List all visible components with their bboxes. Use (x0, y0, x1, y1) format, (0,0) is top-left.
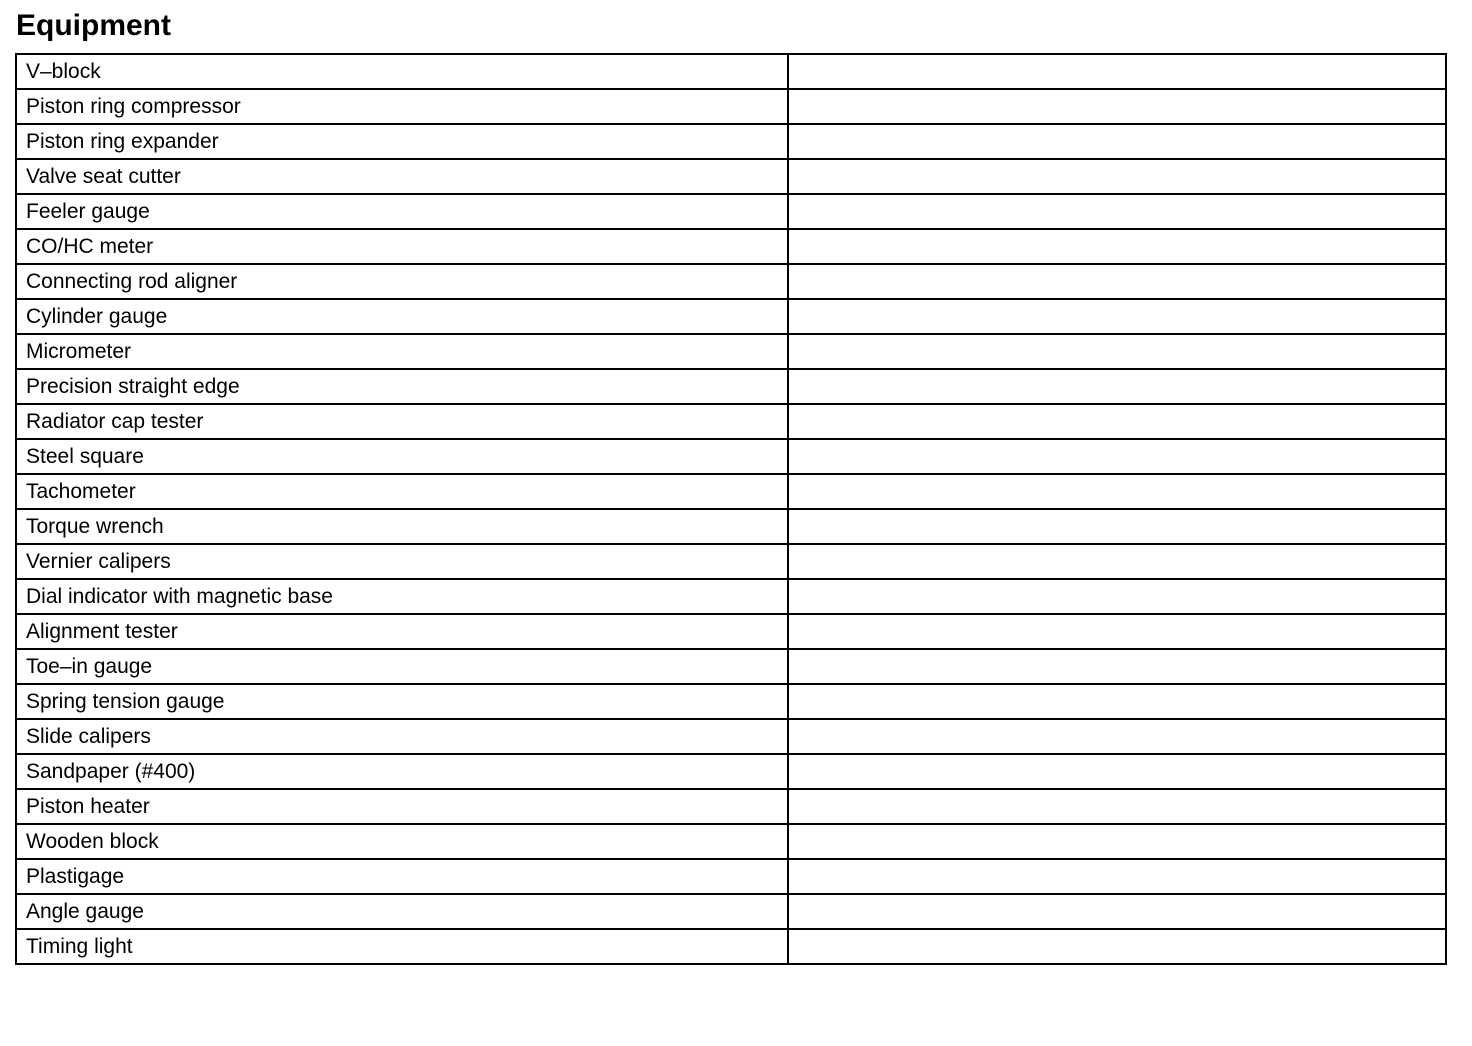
table-row (16, 159, 1446, 194)
equipment-entry-cell (788, 894, 1446, 929)
equipment-name-cell: Valve seat cutter (16, 159, 788, 194)
equipment-entry-cell (788, 299, 1446, 334)
equipment-name-cell: Radiator cap tester (16, 404, 788, 439)
equipment-entry-cell (788, 159, 1446, 194)
equipment-entry-cell (788, 439, 1446, 474)
equipment-entry-cell (788, 54, 1446, 89)
equipment-name-cell: Connecting rod aligner (16, 264, 788, 299)
table-row (16, 789, 1446, 824)
equipment-entry-cell (788, 544, 1446, 579)
table-row (16, 509, 1446, 544)
equipment-name-cell: Wooden block (16, 824, 788, 859)
equipment-name-cell: Angle gauge (16, 894, 788, 929)
equipment-name-cell: Tachometer (16, 474, 788, 509)
equipment-name-cell: Cylinder gauge (16, 299, 788, 334)
equipment-entry-cell (788, 684, 1446, 719)
equipment-name-cell: V–block (16, 54, 788, 89)
table-row (16, 929, 1446, 964)
equipment-entry-cell (788, 579, 1446, 614)
equipment-entry-cell (788, 369, 1446, 404)
table-row (16, 614, 1446, 649)
equipment-entry-cell (788, 474, 1446, 509)
equipment-entry-cell (788, 929, 1446, 964)
table-row (16, 894, 1446, 929)
table-row (16, 474, 1446, 509)
table-row (16, 89, 1446, 124)
equipment-name-cell: Slide calipers (16, 719, 788, 754)
equipment-name-cell: Plastigage (16, 859, 788, 894)
equipment-name-cell: Piston ring compressor (16, 89, 788, 124)
table-row (16, 719, 1446, 754)
equipment-entry-cell (788, 124, 1446, 159)
equipment-entry-cell (788, 264, 1446, 299)
table-row (16, 649, 1446, 684)
equipment-entry-cell (788, 789, 1446, 824)
table-row (16, 124, 1446, 159)
equipment-entry-cell (788, 404, 1446, 439)
table-row (16, 404, 1446, 439)
equipment-name-cell: Micrometer (16, 334, 788, 369)
equipment-name-cell: CO/HC meter (16, 229, 788, 264)
table-row (16, 859, 1446, 894)
equipment-entry-cell (788, 719, 1446, 754)
equipment-entry-cell (788, 509, 1446, 544)
equipment-entry-cell (788, 89, 1446, 124)
table-row (16, 544, 1446, 579)
equipment-name-cell: Precision straight edge (16, 369, 788, 404)
table-row (16, 684, 1446, 719)
table-row (16, 299, 1446, 334)
equipment-name-cell: Piston heater (16, 789, 788, 824)
equipment-table (15, 53, 1447, 965)
page-title: Equipment (16, 9, 171, 42)
table-row (16, 824, 1446, 859)
table-row (16, 264, 1446, 299)
equipment-entry-cell (788, 859, 1446, 894)
equipment-entry-cell (788, 824, 1446, 859)
table-row (16, 754, 1446, 789)
equipment-entry-cell (788, 334, 1446, 369)
equipment-entry-cell (788, 754, 1446, 789)
equipment-name-cell: Timing light (16, 929, 788, 964)
equipment-name-cell: Dial indicator with magnetic base (16, 579, 788, 614)
table-row (16, 334, 1446, 369)
equipment-name-cell: Vernier calipers (16, 544, 788, 579)
equipment-name-cell: Torque wrench (16, 509, 788, 544)
equipment-name-cell: Piston ring expander (16, 124, 788, 159)
equipment-table-body (16, 54, 1446, 964)
equipment-name-cell: Feeler gauge (16, 194, 788, 229)
equipment-entry-cell (788, 649, 1446, 684)
table-row (16, 439, 1446, 474)
equipment-name-cell: Alignment tester (16, 614, 788, 649)
table-row (16, 194, 1446, 229)
equipment-name-cell: Sandpaper (#400) (16, 754, 788, 789)
equipment-name-cell: Toe–in gauge (16, 649, 788, 684)
table-row (16, 229, 1446, 264)
equipment-entry-cell (788, 614, 1446, 649)
equipment-name-cell: Spring tension gauge (16, 684, 788, 719)
equipment-entry-cell (788, 229, 1446, 264)
equipment-name-cell: Steel square (16, 439, 788, 474)
table-row (16, 369, 1446, 404)
table-row (16, 579, 1446, 614)
table-row (16, 54, 1446, 89)
equipment-entry-cell (788, 194, 1446, 229)
